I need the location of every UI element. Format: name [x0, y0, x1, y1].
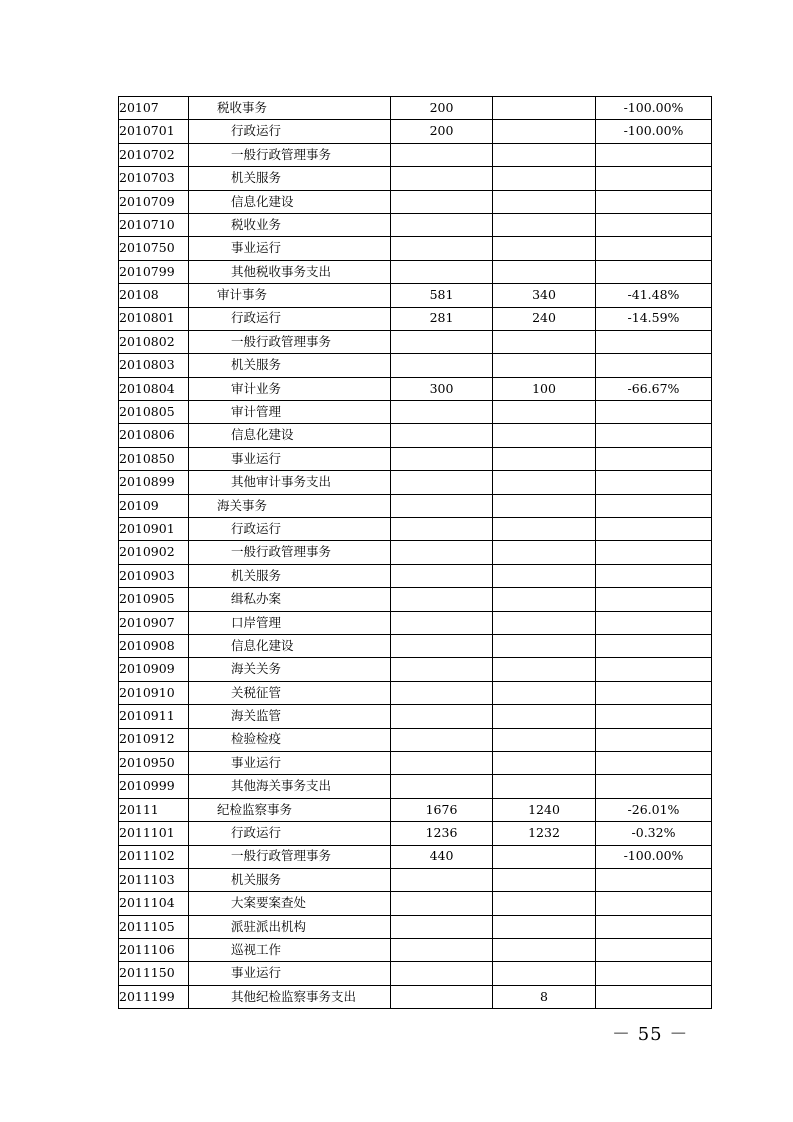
current-year-amount-cell	[493, 97, 596, 120]
account-code-cell: 20108	[119, 284, 189, 307]
prior-year-amount-cell	[391, 167, 493, 190]
table-row	[119, 401, 712, 424]
current-year-amount-cell	[493, 705, 596, 728]
account-code-cell: 2011199	[119, 985, 189, 1008]
account-code-cell: 2010710	[119, 213, 189, 236]
current-year-amount-cell	[493, 728, 596, 751]
table-row	[119, 541, 712, 564]
table-row	[119, 939, 712, 962]
current-year-amount-cell	[493, 120, 596, 143]
current-year-amount-cell: 1232	[493, 822, 596, 845]
current-year-amount-cell	[493, 354, 596, 377]
account-name-cell: 检验检疫	[189, 728, 391, 751]
account-name-cell: 口岸管理	[189, 611, 391, 634]
change-percent-cell	[596, 868, 712, 891]
prior-year-amount-cell	[391, 213, 493, 236]
account-code-cell: 2011103	[119, 868, 189, 891]
prior-year-amount-cell	[391, 985, 493, 1008]
account-name-cell: 一般行政管理事务	[189, 143, 391, 166]
change-percent-cell	[596, 658, 712, 681]
change-percent-cell	[596, 775, 712, 798]
table-row	[119, 681, 712, 704]
prior-year-amount-cell	[391, 541, 493, 564]
account-code-cell: 2010703	[119, 167, 189, 190]
change-percent-cell	[596, 424, 712, 447]
prior-year-amount-cell	[391, 518, 493, 541]
account-code-cell: 20109	[119, 494, 189, 517]
account-name-cell: 其他税收事务支出	[189, 260, 391, 283]
account-name-cell: 派驻派出机构	[189, 915, 391, 938]
table-row	[119, 892, 712, 915]
current-year-amount-cell	[493, 681, 596, 704]
current-year-amount-cell	[493, 167, 596, 190]
current-year-amount-cell	[493, 939, 596, 962]
current-year-amount-cell	[493, 588, 596, 611]
prior-year-amount-cell	[391, 775, 493, 798]
current-year-amount-cell	[493, 775, 596, 798]
change-percent-cell: -14.59%	[596, 307, 712, 330]
current-year-amount-cell: 8	[493, 985, 596, 1008]
change-percent-cell	[596, 354, 712, 377]
account-name-cell: 机关服务	[189, 167, 391, 190]
account-code-cell: 2010750	[119, 237, 189, 260]
account-name-cell: 一般行政管理事务	[189, 845, 391, 868]
table-row	[119, 377, 712, 400]
change-percent-cell	[596, 588, 712, 611]
prior-year-amount-cell	[391, 705, 493, 728]
account-name-cell: 事业运行	[189, 447, 391, 470]
prior-year-amount-cell	[391, 237, 493, 260]
prior-year-amount-cell	[391, 892, 493, 915]
account-name-cell: 其他审计事务支出	[189, 471, 391, 494]
change-percent-cell	[596, 705, 712, 728]
prior-year-amount-cell	[391, 962, 493, 985]
prior-year-amount-cell: 581	[391, 284, 493, 307]
table-row	[119, 447, 712, 470]
prior-year-amount-cell	[391, 564, 493, 587]
table-row	[119, 658, 712, 681]
account-code-cell: 2011104	[119, 892, 189, 915]
change-percent-cell	[596, 518, 712, 541]
account-name-cell: 一般行政管理事务	[189, 330, 391, 353]
table-row	[119, 611, 712, 634]
account-name-cell: 海关监管	[189, 705, 391, 728]
account-code-cell: 2011105	[119, 915, 189, 938]
account-code-cell: 2010806	[119, 424, 189, 447]
prior-year-amount-cell	[391, 494, 493, 517]
account-name-cell: 机关服务	[189, 868, 391, 891]
current-year-amount-cell	[493, 447, 596, 470]
account-name-cell: 信息化建设	[189, 424, 391, 447]
prior-year-amount-cell	[391, 143, 493, 166]
account-code-cell: 2010803	[119, 354, 189, 377]
account-name-cell: 机关服务	[189, 564, 391, 587]
prior-year-amount-cell: 440	[391, 845, 493, 868]
account-name-cell: 信息化建设	[189, 190, 391, 213]
change-percent-cell	[596, 213, 712, 236]
account-code-cell: 2010850	[119, 447, 189, 470]
account-code-cell: 2010911	[119, 705, 189, 728]
table-row	[119, 705, 712, 728]
table-row	[119, 845, 712, 868]
change-percent-cell: -66.67%	[596, 377, 712, 400]
account-code-cell: 2010802	[119, 330, 189, 353]
prior-year-amount-cell	[391, 611, 493, 634]
change-percent-cell	[596, 985, 712, 1008]
account-code-cell: 2010912	[119, 728, 189, 751]
account-code-cell: 2011101	[119, 822, 189, 845]
table-row	[119, 284, 712, 307]
account-code-cell: 2010908	[119, 634, 189, 657]
current-year-amount-cell	[493, 845, 596, 868]
change-percent-cell	[596, 471, 712, 494]
table-row	[119, 564, 712, 587]
account-name-cell: 一般行政管理事务	[189, 541, 391, 564]
account-name-cell: 关税征管	[189, 681, 391, 704]
prior-year-amount-cell	[391, 447, 493, 470]
account-name-cell: 税收事务	[189, 97, 391, 120]
current-year-amount-cell	[493, 518, 596, 541]
current-year-amount-cell	[493, 424, 596, 447]
change-percent-cell	[596, 962, 712, 985]
account-code-cell: 20111	[119, 798, 189, 821]
change-percent-cell	[596, 190, 712, 213]
table-row	[119, 190, 712, 213]
table-row	[119, 494, 712, 517]
table-row	[119, 424, 712, 447]
account-name-cell: 大案要案查处	[189, 892, 391, 915]
prior-year-amount-cell	[391, 424, 493, 447]
account-code-cell: 2010999	[119, 775, 189, 798]
current-year-amount-cell	[493, 143, 596, 166]
prior-year-amount-cell: 1676	[391, 798, 493, 821]
account-code-cell: 2010804	[119, 377, 189, 400]
table-row	[119, 985, 712, 1008]
table-row	[119, 260, 712, 283]
prior-year-amount-cell	[391, 588, 493, 611]
account-code-cell: 2010950	[119, 751, 189, 774]
table-row	[119, 120, 712, 143]
account-name-cell: 审计事务	[189, 284, 391, 307]
prior-year-amount-cell: 200	[391, 97, 493, 120]
table-row	[119, 330, 712, 353]
account-code-cell: 2010702	[119, 143, 189, 166]
current-year-amount-cell	[493, 260, 596, 283]
change-percent-cell	[596, 611, 712, 634]
change-percent-cell	[596, 939, 712, 962]
account-name-cell: 事业运行	[189, 751, 391, 774]
page-number: － 55 －	[612, 1024, 689, 1045]
table-row	[119, 307, 712, 330]
account-code-cell: 2010907	[119, 611, 189, 634]
prior-year-amount-cell	[391, 868, 493, 891]
change-percent-cell	[596, 143, 712, 166]
table-row	[119, 775, 712, 798]
account-name-cell: 信息化建设	[189, 634, 391, 657]
table-row	[119, 471, 712, 494]
change-percent-cell	[596, 751, 712, 774]
account-code-cell: 2010805	[119, 401, 189, 424]
account-code-cell: 2010902	[119, 541, 189, 564]
change-percent-cell: -100.00%	[596, 845, 712, 868]
budget-table-body	[119, 97, 712, 1009]
prior-year-amount-cell	[391, 939, 493, 962]
account-name-cell: 审计业务	[189, 377, 391, 400]
table-row	[119, 97, 712, 120]
current-year-amount-cell	[493, 190, 596, 213]
change-percent-cell	[596, 541, 712, 564]
prior-year-amount-cell	[391, 751, 493, 774]
account-name-cell: 事业运行	[189, 237, 391, 260]
prior-year-amount-cell	[391, 658, 493, 681]
prior-year-amount-cell	[391, 401, 493, 424]
change-percent-cell: -41.48%	[596, 284, 712, 307]
table-row	[119, 798, 712, 821]
table-row	[119, 915, 712, 938]
change-percent-cell	[596, 401, 712, 424]
change-percent-cell: -26.01%	[596, 798, 712, 821]
prior-year-amount-cell: 281	[391, 307, 493, 330]
current-year-amount-cell	[493, 237, 596, 260]
change-percent-cell	[596, 167, 712, 190]
current-year-amount-cell	[493, 751, 596, 774]
change-percent-cell: -100.00%	[596, 120, 712, 143]
account-name-cell: 行政运行	[189, 822, 391, 845]
account-name-cell: 海关事务	[189, 494, 391, 517]
table-row	[119, 634, 712, 657]
table-row	[119, 728, 712, 751]
change-percent-cell: -100.00%	[596, 97, 712, 120]
change-percent-cell	[596, 634, 712, 657]
change-percent-cell	[596, 892, 712, 915]
account-code-cell: 2010709	[119, 190, 189, 213]
account-code-cell: 2011102	[119, 845, 189, 868]
account-name-cell: 其他纪检监察事务支出	[189, 985, 391, 1008]
current-year-amount-cell	[493, 915, 596, 938]
table-row	[119, 868, 712, 891]
account-code-cell: 20107	[119, 97, 189, 120]
table-row	[119, 962, 712, 985]
account-name-cell: 行政运行	[189, 307, 391, 330]
prior-year-amount-cell	[391, 354, 493, 377]
table-row	[119, 167, 712, 190]
change-percent-cell	[596, 260, 712, 283]
account-name-cell: 缉私办案	[189, 588, 391, 611]
account-name-cell: 事业运行	[189, 962, 391, 985]
prior-year-amount-cell	[391, 634, 493, 657]
current-year-amount-cell	[493, 471, 596, 494]
account-name-cell: 行政运行	[189, 120, 391, 143]
prior-year-amount-cell: 200	[391, 120, 493, 143]
change-percent-cell	[596, 681, 712, 704]
current-year-amount-cell	[493, 658, 596, 681]
change-percent-cell	[596, 447, 712, 470]
prior-year-amount-cell	[391, 915, 493, 938]
current-year-amount-cell	[493, 868, 596, 891]
table-row	[119, 822, 712, 845]
account-name-cell: 海关关务	[189, 658, 391, 681]
prior-year-amount-cell	[391, 728, 493, 751]
current-year-amount-cell: 1240	[493, 798, 596, 821]
current-year-amount-cell: 340	[493, 284, 596, 307]
account-code-cell: 2010899	[119, 471, 189, 494]
table-row	[119, 143, 712, 166]
current-year-amount-cell	[493, 564, 596, 587]
change-percent-cell	[596, 915, 712, 938]
account-code-cell: 2010905	[119, 588, 189, 611]
account-code-cell: 2010909	[119, 658, 189, 681]
account-name-cell: 审计管理	[189, 401, 391, 424]
current-year-amount-cell	[493, 611, 596, 634]
account-name-cell: 税收业务	[189, 213, 391, 236]
current-year-amount-cell	[493, 213, 596, 236]
change-percent-cell	[596, 728, 712, 751]
current-year-amount-cell	[493, 330, 596, 353]
account-code-cell: 2010799	[119, 260, 189, 283]
prior-year-amount-cell	[391, 471, 493, 494]
account-code-cell: 2010701	[119, 120, 189, 143]
account-name-cell: 巡视工作	[189, 939, 391, 962]
account-code-cell: 2011150	[119, 962, 189, 985]
current-year-amount-cell	[493, 962, 596, 985]
account-code-cell: 2011106	[119, 939, 189, 962]
prior-year-amount-cell: 300	[391, 377, 493, 400]
account-name-cell: 机关服务	[189, 354, 391, 377]
current-year-amount-cell	[493, 634, 596, 657]
prior-year-amount-cell: 1236	[391, 822, 493, 845]
account-code-cell: 2010910	[119, 681, 189, 704]
prior-year-amount-cell	[391, 260, 493, 283]
table-row	[119, 751, 712, 774]
table-row	[119, 354, 712, 377]
change-percent-cell	[596, 330, 712, 353]
account-code-cell: 2010801	[119, 307, 189, 330]
prior-year-amount-cell	[391, 190, 493, 213]
account-name-cell: 行政运行	[189, 518, 391, 541]
change-percent-cell	[596, 494, 712, 517]
account-name-cell: 其他海关事务支出	[189, 775, 391, 798]
current-year-amount-cell	[493, 541, 596, 564]
current-year-amount-cell	[493, 401, 596, 424]
current-year-amount-cell	[493, 494, 596, 517]
account-name-cell: 纪检监察事务	[189, 798, 391, 821]
table-row	[119, 588, 712, 611]
prior-year-amount-cell	[391, 330, 493, 353]
change-percent-cell: -0.32%	[596, 822, 712, 845]
current-year-amount-cell: 100	[493, 377, 596, 400]
budget-table	[118, 96, 712, 1009]
prior-year-amount-cell	[391, 681, 493, 704]
current-year-amount-cell	[493, 892, 596, 915]
change-percent-cell	[596, 237, 712, 260]
table-row	[119, 237, 712, 260]
current-year-amount-cell: 240	[493, 307, 596, 330]
table-row	[119, 213, 712, 236]
table-row	[119, 518, 712, 541]
account-code-cell: 2010903	[119, 564, 189, 587]
account-code-cell: 2010901	[119, 518, 189, 541]
change-percent-cell	[596, 564, 712, 587]
